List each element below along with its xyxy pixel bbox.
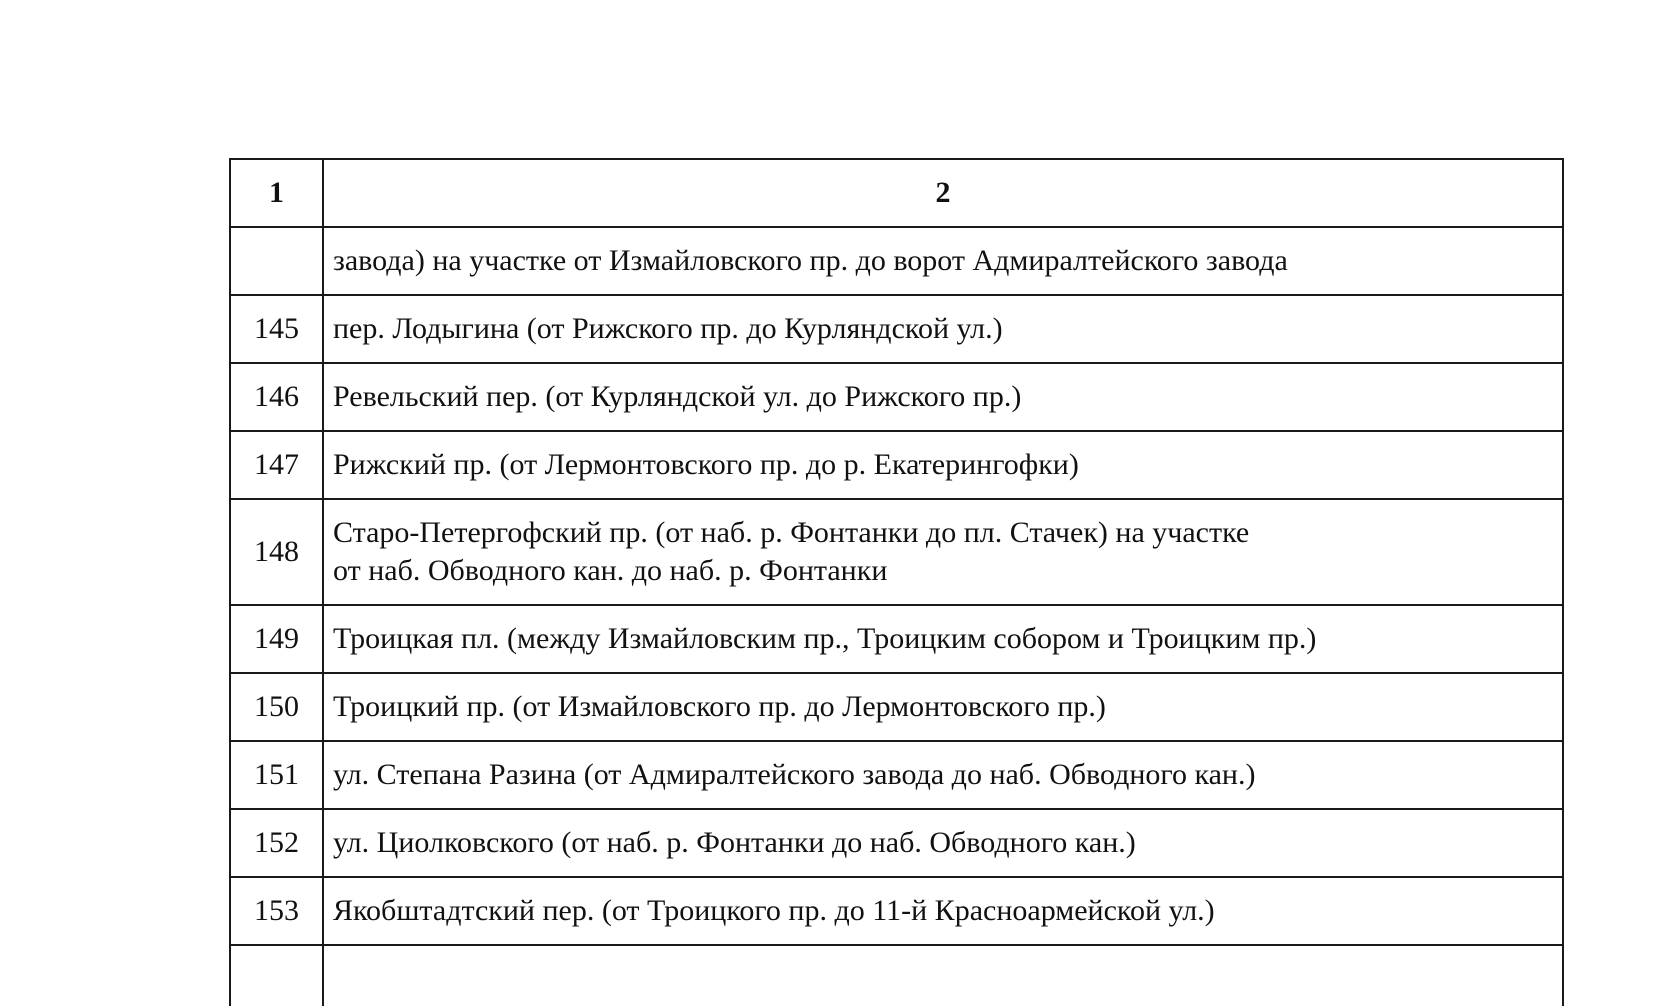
row-number — [230, 945, 323, 1006]
row-number: 146 — [230, 363, 323, 431]
row-number: 149 — [230, 605, 323, 673]
row-number: 152 — [230, 809, 323, 877]
table-row — [230, 431, 1563, 499]
row-description: Рижский пр. (от Лермонтовского пр. до р. Екатерингофки) — [323, 431, 1563, 499]
table-header-row — [230, 159, 1563, 227]
table-row — [230, 499, 1563, 605]
row-description: ул. Степана Разина (от Адмиралтейского завода до наб. Обводного кан.) — [323, 741, 1563, 809]
row-number: 145 — [230, 295, 323, 363]
table-row — [230, 809, 1563, 877]
row-description — [323, 499, 1563, 605]
row-number: 151 — [230, 741, 323, 809]
row-number: 150 — [230, 673, 323, 741]
row-number — [230, 227, 323, 295]
table-row — [230, 741, 1563, 809]
row-description: ул. Циолковского (от наб. р. Фонтанки до наб. Обводного кан.) — [323, 809, 1563, 877]
table-row — [230, 227, 1563, 295]
column-header-number: 1 — [230, 159, 323, 227]
row-number: 147 — [230, 431, 323, 499]
table-row — [230, 877, 1563, 945]
row-description-line-1: Старо-Петергофский пр. (от наб. р. Фонтанки до пл. Стачек) на участке — [333, 516, 1250, 549]
table-row — [230, 363, 1563, 431]
table-row — [230, 673, 1563, 741]
table-row — [230, 295, 1563, 363]
column-header-description: 2 — [323, 159, 1563, 227]
streets-table — [229, 158, 1564, 1006]
row-description: Ревельский пер. (от Курляндской ул. до Рижского пр.) — [323, 363, 1563, 431]
table-row — [230, 605, 1563, 673]
row-description — [323, 945, 1563, 1006]
row-description: Троицкая пл. (между Измайловским пр., Троицким собором и Троицким пр.) — [323, 605, 1563, 673]
row-description: Троицкий пр. (от Измайловского пр. до Лермонтовского пр.) — [323, 673, 1563, 741]
row-description: завода) на участке от Измайловского пр. до ворот Адмиралтейского завода — [323, 227, 1563, 295]
row-description: пер. Лодыгина (от Рижского пр. до Курляндской ул.) — [323, 295, 1563, 363]
row-description: Якобштадтский пер. (от Троицкого пр. до 11-й Красноармейской ул.) — [323, 877, 1563, 945]
row-number: 148 — [230, 499, 323, 605]
row-number: 153 — [230, 877, 323, 945]
row-description-line-2: от наб. Обводного кан. до наб. р. Фонтанки — [333, 554, 888, 587]
table-row-partial — [230, 945, 1563, 1006]
